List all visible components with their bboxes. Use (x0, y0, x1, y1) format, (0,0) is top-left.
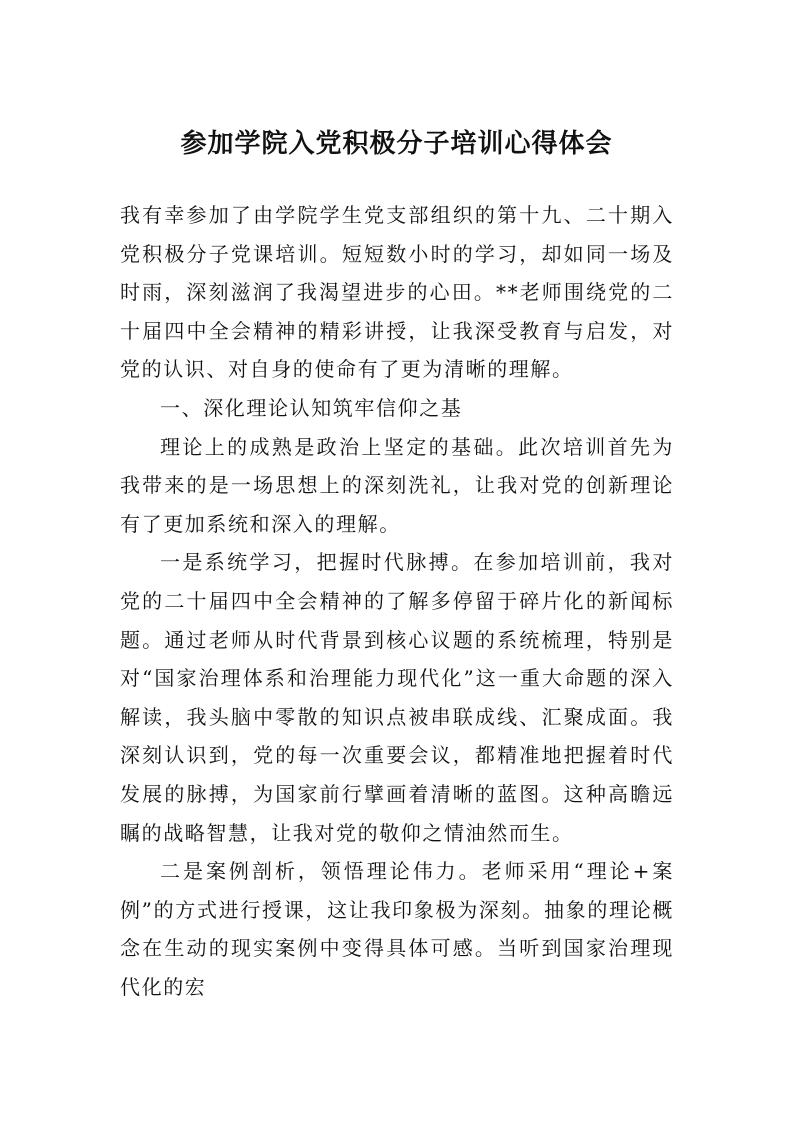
document-body (120, 196, 674, 1006)
paragraph-point-2: 二是案例剖析，领悟理论伟力。老师采用“理论+案例”的方式进行授课，这让我印象极为深刻。抽象的理论概念在生动的现实案例中变得具体可感。当听到国家治理现代化的宏 (120, 859, 674, 999)
paragraph-theory: 理论上的成熟是政治上坚定的基础。此次培训首先为我带来的是一场思想上的深刻洗礼，让我对党的创新理论有了更加系统和深入的理解。 (120, 434, 674, 536)
document-title: 参加学院入党积极分子培训心得体会 (180, 129, 613, 159)
paragraph-point-1: 一是系统学习，把握时代脉搏。在参加培训前，我对党的二十届四中全会精神的了解多停留于碎片化的新闻标题。通过老师从时代背景到核心议题的系统梳理，特别是对“国家治理体系和治理能力现代化”这一重大命题的深入解读，我头脑中零散的知识点被串联成线、汇聚成面。我深刻认识到，党的每一次重要会议，都精准地把握着时代发展的脉搏，为国家前行擘画着清晰的蓝图。这种高瞻远瞩的战略智慧，让我对党的敬仰之情油然而生。 (120, 550, 674, 845)
section-heading-1: 一、深化理论认知筑牢信仰之基 (160, 395, 463, 420)
paragraph-intro: 我有幸参加了由学院学生党支部组织的第十九、二十期入党积极分子党课培训。短短数小时的学习，却如同一场及时雨，深刻滋润了我渴望进步的心田。**老师围绕党的二十届四中全会精神的精彩讲授，让我深受教育与启发，对党的认识、对自身的使命有了更为清晰的理解。 (120, 203, 674, 382)
